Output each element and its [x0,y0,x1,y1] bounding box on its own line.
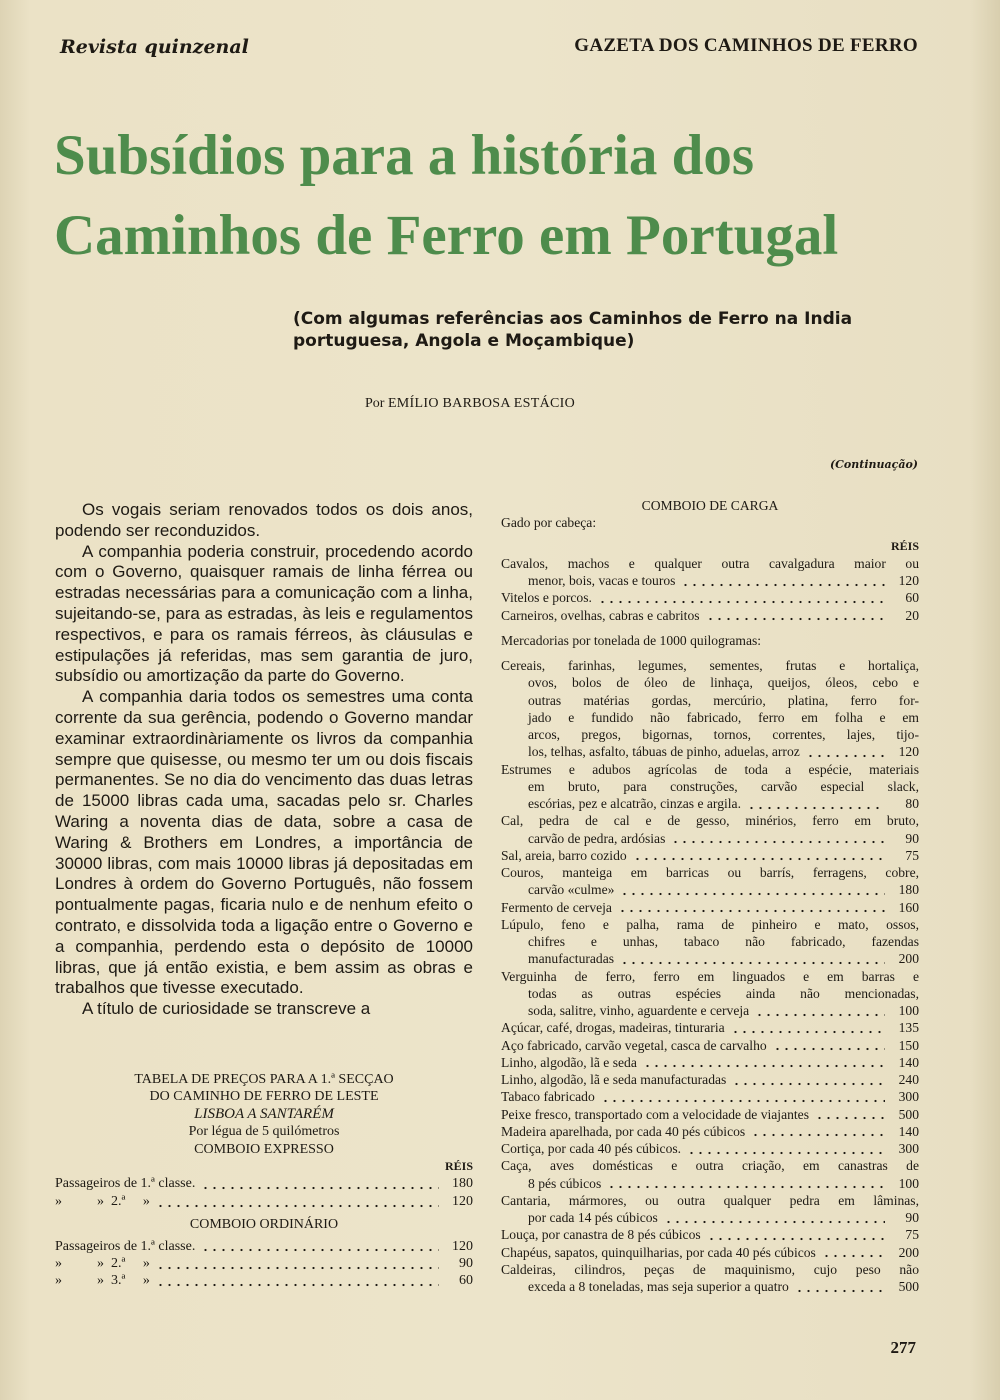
dot-leader [731,1019,885,1036]
table-row [501,1261,919,1296]
table-row [501,847,919,864]
dot-leader [633,847,885,864]
dot-leader [806,743,885,760]
table-row [501,1123,919,1140]
table-heading-2: DO CAMINHO DE FERRO DE LESTE [149,1089,379,1105]
price-value: 200 [898,1244,919,1260]
table-heading-1: TABELA DE PREÇOS PARA A 1.ª SECÇAO [134,1072,394,1087]
price-value: 100 [898,1175,919,1191]
row-text: Fermento de cerveja [501,899,612,915]
row-text: Caça, aves domésticas e outra criação, em canastras de [501,1158,919,1174]
dot-leader [751,1123,885,1140]
dot-leader [747,795,885,812]
dot-leader [201,1238,439,1255]
table-row [501,1037,919,1054]
price-value: 150 [898,1037,919,1053]
dot-leader [795,1278,885,1295]
table-row [501,1054,919,1071]
dot-leader [664,1209,885,1226]
row-text: los, telhas, asfalto, tábuas de pinho, aduelas, arroz [528,744,800,760]
row-text: » » 2.ª » [55,1256,150,1272]
row-text: carvão de pedra, ardósias [528,830,666,846]
table-row [501,1157,919,1192]
header-left: Revista quinzenal [60,36,249,58]
row-text: chifres e unhas, tabaco não fabricado, fazendas [528,934,919,949]
byline [365,396,575,412]
row-text: Tabaco fabricado [501,1089,595,1105]
price-value: 60 [459,1273,473,1289]
goods-label: Mercadorias por tonelada de 1000 quilogramas: [501,632,762,648]
row-text: Cantaria, mármores, ou outra qualquer pedra em lâminas, [501,1192,919,1208]
currency-label: RÉIS [444,1159,473,1174]
left-column [55,500,473,1020]
table-route: LISBOA A SANTARÉM [194,1105,334,1122]
dot-leader [681,572,885,589]
row-text: Aço fabricado, carvão vegetal, casca de carvalho [501,1037,767,1053]
row-text: carvão «culme» [528,882,615,898]
row-text: » » 3.ª » [55,1273,150,1289]
dot-leader [201,1175,439,1192]
row-text: Couros, manteiga em barricas ou barrís, ferragens, cobre, [501,865,919,880]
price-value: 140 [898,1054,919,1070]
row-text: Vitelos e porcos. [501,590,592,606]
price-value: 500 [898,1106,919,1122]
table-row [55,1238,473,1255]
row-text: Cortiça, por cada 40 pés cúbicos. [501,1141,682,1156]
row-text: jado e fundido não fabricado, ferro em folha e em [528,709,919,725]
table-row [501,1019,919,1036]
price-value: 120 [898,744,919,760]
table-row [501,899,919,916]
price-value: 500 [898,1279,919,1294]
dot-leader [643,1054,885,1071]
table-row [501,555,919,590]
article-subtitle: (Com algumas referências aos Caminhos de Ferro na India portuguesa, Angola e Moçambique) [293,309,853,351]
dot-leader [822,1244,885,1261]
table-row [501,607,919,624]
table-row [501,1244,919,1261]
row-text: Cereais, farinhas, legumes, sementes, frutas e hortaliça, [501,658,919,673]
row-text: Louça, por canastra de 8 pés cúbicos [501,1227,701,1243]
dot-leader [706,607,885,624]
dot-leader [707,1226,885,1243]
table-row [501,1088,919,1105]
table-row [55,1272,473,1289]
dot-leader [755,1002,885,1019]
price-value: 90 [459,1256,473,1272]
freight-heading: COMBOIO DE CARGA [641,498,779,513]
row-text: ovos, bolos de óleo de linhaça, queijos, óleos, cebo e [528,675,919,691]
price-value: 300 [898,1141,919,1156]
row-text: Passageiros de 1.ª classe. [55,1238,196,1254]
ordinary-heading: COMBOIO ORDINÁRIO [189,1217,339,1233]
price-value: 75 [905,1227,919,1243]
price-value: 180 [452,1176,473,1192]
row-text: todas as outras espécies ainda não mencionadas, [528,985,919,1001]
paragraph: A companhia poderia construir, procedendo acordo com o Governo, quaisquer ramais de linha férrea ou estradas necessárias para a comunicação com a linha, sujeitando-se, para as estradas, às leis e regulamentos respectivos, e para os ramais férreos, às cláusulas e estipulações já referidas, mas sem garantia de juro, subsídio ou amortização da parte do Governo. [55,541,473,686]
row-text: Cal, pedra de cal e de gesso, minérios, ferro em bruto, [501,813,919,829]
dot-leader [618,899,885,916]
dot-leader [156,1193,439,1210]
row-text: outras matérias gordas, mercúrio, platina, ferro for- [528,692,919,708]
dot-leader [687,1140,885,1157]
price-value: 80 [905,796,919,811]
row-text: Lúpulo, feno e palha, rama de pinheiro e mato, ossos, [501,916,919,932]
dot-leader [815,1106,885,1123]
dot-leader [620,881,885,898]
price-value: 75 [905,847,919,863]
dot-leader [601,1088,885,1105]
price-value: 120 [898,573,919,588]
article-title-line2: Caminhos de Ferro em Portugal [54,204,839,267]
table-row [501,1106,919,1123]
row-text: Madeira aparelhada, por cada 40 pés cúbicos [501,1123,746,1139]
row-text: Chapéus, sapatos, quinquilharias, por cada 40 pés cúbicos [501,1244,816,1260]
table-row [55,1193,473,1210]
paragraph: Os vogais seriam renovados todos os dois anos, podendo ser reconduzidos. [55,500,473,540]
row-text: Peixe fresco, transportado com a velocidade de viajantes [501,1106,810,1122]
row-text: Verguinha de ferro, ferro em linguados e em barras e [501,968,919,984]
row-text: Caldeiras, cilindros, peças de maquinismo, cujo peso não [501,1261,919,1277]
price-value: 120 [452,1238,473,1254]
table-unit: Por légua de 5 quilómetros [188,1124,340,1140]
express-rows [55,1175,473,1210]
table-row [501,812,919,847]
price-value: 240 [898,1072,919,1087]
dot-leader [156,1272,439,1289]
ordinary-rows [55,1238,473,1290]
row-text: exceda a 8 toneladas, mas seja superior a quatro [528,1279,789,1294]
table-row [501,916,919,968]
price-value: 90 [905,1210,919,1225]
dot-leader [773,1037,885,1054]
row-text: Passageiros de 1.ª classe. [55,1176,196,1192]
continuation-note: (Continuação) [829,458,918,471]
price-value: 300 [898,1089,919,1105]
currency-label: RÉIS [890,538,919,553]
goods-rows [501,657,919,1295]
price-value: 140 [898,1123,919,1139]
dot-leader [671,830,885,847]
row-text: Carneiros, ovelhas, cabras e cabritos [501,607,700,623]
row-text: soda, salitre, vinho, aguardente e cerveja [528,1003,750,1018]
table-row [55,1255,473,1272]
dot-leader [598,589,885,606]
article-title-line1: Subsídios para a história dos [54,124,755,187]
table-row [501,1071,919,1088]
row-text: escórias, pez e alcatrão, cinzas e argila. [528,796,741,811]
dot-leader [620,950,885,967]
page-number: 277 [890,1338,916,1357]
header-right: GAZETA DOS CAMINHOS DE FERRO [574,35,918,56]
row-text: » » 2.ª » [55,1193,150,1209]
livestock-rows [501,555,919,624]
price-value: 100 [898,1003,919,1018]
dot-leader [607,1175,885,1192]
passenger-price-table [55,1071,473,1290]
row-text: arcos, pregos, bigornas, tornos, correntes, lajes, tijo- [528,727,919,742]
price-value: 20 [905,607,919,623]
paragraph: A companhia daria todos os semestres uma conta corrente da sua gerência, podendo o Governo mandar examinar extraordinàriamente os livros da companhia sempre que quisesse, ou mesmo ter um ou dois fiscais permanentes. Se no dia do vencimento das duas letras de 15000 libras cada uma, sacadas pelo sr. Charles Waring a noventa dias de data, sobre a casa de Waring & Brothers em Londres, a importância de 30000 libras, com mais 10000 libras já depositadas em Londres à ordem do Governo Português, não fossem pontualmente pagas, ficaria nulo e de nenhum efeito o contrato, e dissolvida toda a ligação entre o Governo e a companhia, perdendo esta o depósito de 10000 libras, que já então existia, e bem assim as obras e trabalhos que tivesse executado. [55,687,473,998]
table-row [501,657,919,761]
price-value: 200 [898,951,919,967]
table-row [501,1226,919,1243]
row-text: Açúcar, café, drogas, madeiras, tinturaria [501,1020,725,1036]
table-row [55,1175,473,1192]
paragraph: A título de curiosidade se transcreve a [82,999,371,1019]
price-value: 135 [898,1020,919,1036]
price-value: 180 [898,882,919,898]
row-text: Estrumes e adubos agrícolas de toda a espécie, materiais [501,761,919,777]
express-heading: COMBOIO EXPRESSO [194,1141,334,1157]
dot-leader [732,1071,885,1088]
table-row [501,1192,919,1227]
row-text: 8 pés cúbicos [528,1175,602,1191]
freight-price-table [501,497,919,1295]
price-value: 60 [905,590,919,606]
price-value: 90 [905,830,919,846]
table-row [501,589,919,606]
table-row [501,1140,919,1157]
price-value: 120 [452,1193,473,1209]
livestock-label: Gado por cabeça: [501,515,597,531]
row-text: Sal, areia, barro cozido [501,847,627,863]
table-row [501,968,919,1020]
table-row [501,864,919,899]
row-text: Linho, algodão, lã e seda manufacturadas [501,1072,727,1087]
dot-leader [156,1255,439,1272]
table-row [501,761,919,813]
row-text: Linho, algodão, lã e seda [501,1054,637,1070]
row-text: manufacturadas [528,951,615,967]
price-value: 160 [898,899,919,915]
author-name: EMÍLIO BARBOSA ESTÁCIO [387,396,576,411]
byline-prefix: Por [365,396,385,411]
row-text: Cavalos, machos e qualquer outra cavalgadura maior ou [501,555,919,571]
row-text: menor, bois, vacas e touros [528,573,676,588]
row-text: em bruto, para construções, carvão especial slack, [528,778,919,794]
row-text: por cada 14 pés cúbicos [528,1210,658,1225]
